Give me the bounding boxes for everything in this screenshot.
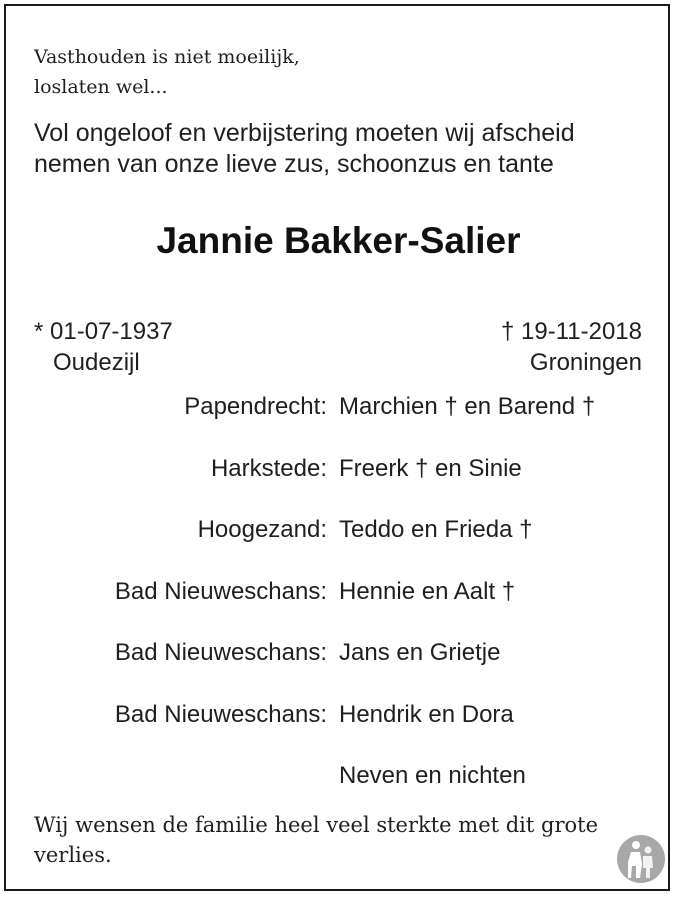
- family-names: Freerk † en Sinie: [339, 454, 522, 482]
- family-row: [0, 639, 677, 701]
- family-names: Teddo en Frieda †: [339, 516, 533, 543]
- family-place: Harkstede:: [210, 454, 327, 482]
- family-place: Papendrecht:: [184, 393, 327, 420]
- intro-line: nemen van onze lieve zus, schoonzus en tante: [34, 150, 554, 178]
- family-row: [0, 701, 677, 763]
- family-names: Hennie en Aalt †: [339, 577, 516, 605]
- death-place: Groningen: [529, 349, 642, 376]
- intro-line: Vol ongeloof en verbijstering moeten wij afscheid: [34, 119, 575, 147]
- family-place: Bad Nieuweschans:: [114, 577, 327, 605]
- family-row: [0, 455, 677, 517]
- death-info: [501, 316, 642, 378]
- family-place: Hoogezand:: [197, 516, 327, 543]
- family-row: [0, 516, 677, 578]
- family-row: [0, 578, 677, 640]
- birth-info: [34, 316, 173, 378]
- family-names: Neven en nichten: [339, 762, 526, 789]
- family-names: Jans en Grietje: [339, 639, 501, 666]
- family-place: Bad Nieuweschans:: [114, 700, 327, 728]
- birth-place: Oudezijl: [53, 349, 140, 376]
- family-place: Bad Nieuweschans:: [114, 639, 327, 666]
- family-names: Hendrik en Dora: [339, 700, 514, 728]
- poem: [34, 42, 300, 102]
- memorial-figure-icon: [616, 834, 666, 884]
- poem-line: loslaten wel...: [34, 76, 168, 98]
- intro-text: [34, 118, 644, 180]
- family-row: [0, 393, 677, 455]
- poem-line: Vasthouden is niet moeilijk,: [34, 46, 300, 68]
- deceased-name: Jannie Bakker-Salier: [156, 220, 521, 261]
- birth-date: * 01-07-1937: [34, 318, 173, 345]
- family-names: Marchien † en Barend †: [339, 393, 596, 420]
- family-list: [0, 393, 677, 824]
- death-date: † 19-11-2018: [501, 318, 642, 345]
- closing-text: Wij wensen de familie heel veel sterkte met dit grote verlies.: [34, 813, 599, 867]
